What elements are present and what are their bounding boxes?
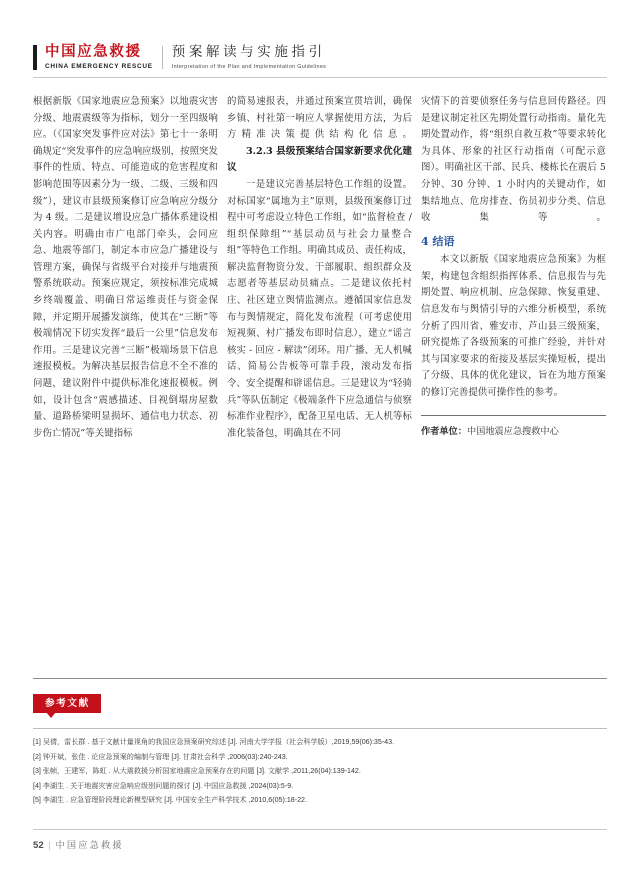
masthead-section <box>172 45 326 70</box>
footer-separator: | <box>48 840 51 850</box>
author-affiliation-label: 作者单位： <box>421 425 467 437</box>
journal-brand <box>45 44 153 70</box>
references-badge-wrap <box>33 693 101 713</box>
journal-brand-chinese: 中国应急救援 <box>45 43 142 60</box>
author-affiliation-value: 中国地震应急搜救中心 <box>466 425 559 437</box>
column-gutter-one <box>218 94 227 442</box>
reference-item: [3] 张帧，王建军，陈虹 . 从大震救援分析国家地震应急预案存在的问题 [J]. 文献学 ,2011,26(04):139-142. <box>33 767 361 776</box>
references-top-rule <box>33 678 607 679</box>
column-one-paragraph: 根据新版《国家地震应急预案》以地震灾害分级、地震震级等为指标，划分一至四级响应。（《国家突发事件应对法》第七十一条明确规定“突发事件的应急响应级别，按照突发事件的性质、特点、可能造成的危害程度和影响范围等因素分为一级、二级、三级和四级”），建议市县级预案修订应急响应分级分为 4 级。二是建议增设应急广播体系建设相关内容。明确由市广电部门牵头，会同应急、地震等部门，制定本市应急广播建设与管理方案，确保与省级平台对接并与地震预警系统联动。预案应规定，须按标准完成城乡终端覆盖、明确日常运维责任与资金保障，并定期开展播发演练，使其在“三断”等极端情况下切实发挥“最后一公里”信息发布作用。三是建议完善“三断”极端场景下信息速报模板。为解决基层报告信息不全不准的问题，建议附件中提供标准化速报模板。例如，设计包含“震感描述、目视倒塌房屋数量、道路桥梁明显损坏、通信电力状态、初步伤亡情况”等关键指标 <box>33 95 218 439</box>
subsection-heading-323: 3.2.3 县级预案结合国家新要求优化建议 <box>227 145 412 174</box>
column-two <box>227 94 412 442</box>
masthead-accent-bar <box>33 45 37 70</box>
article-columns <box>33 94 607 442</box>
references-rule <box>33 728 607 729</box>
reference-item: [5] 李湖生 . 应急管理阶段理论新模型研究 [J]. 中国安全生产科学技术 ,2010,6(05):18-22. <box>33 796 307 805</box>
masthead-section-chinese: 预案解读与实施指引 <box>171 44 326 61</box>
masthead-divider <box>162 46 163 69</box>
footer-rule <box>33 829 607 830</box>
masthead-section-english: Interpretation of the Plan and Implementation Guidelines <box>171 63 327 70</box>
page-masthead <box>33 0 607 70</box>
journal-brand-english: CHINA EMERGENCY RESCUE <box>45 62 153 70</box>
conclusion-paragraph: 本文以新版《国家地震应急预案》为框架，构建包含组织指挥体系、信息报告与先期处置、响应机制、应急保障、恢复重建、信息发布与舆情引导的六维分析模型，系统分析了四川省、雅安市、芦山县三级预案，研究提炼了各级预案的可推广经验，并针对其与国家要求的衔接及基层实操短板，提出了分级、具体的优化建议，旨在为地方预案的修订完善提供可操作性的参考。 <box>421 254 606 399</box>
references-badge: 参考文献 <box>33 694 101 713</box>
references-section <box>33 678 607 808</box>
footer-content <box>33 837 607 851</box>
reference-list <box>33 735 607 808</box>
column-three-paragraph-continued: 灾情下的首要侦察任务与信息回传路径。四是建议制定社区先期处置行动指南。量化先期处置动作，将“组织自救互救”等要求转化为具体、形象的社区行动指南（可配示意图）。明确社区干部、民兵、楼栋长在震后 5 分钟、30 分钟、1 小时内的关键动作，如集结地点、危房排查、伤员初步分类、信息收集等。 <box>421 95 606 224</box>
footer-journal-name: 中国应急救援 <box>55 840 124 851</box>
affiliation-rule <box>421 415 606 416</box>
references-badge-tail-icon <box>46 712 56 718</box>
column-three <box>421 94 606 442</box>
column-two-paragraph-continued: 的简易速报表，并通过预案宣贯培训，确保乡镇、村社第一响应人掌握使用方法，为后方精准决策提供结构化信息。 <box>227 95 412 141</box>
author-affiliation <box>421 425 606 439</box>
section-heading-conclusion: 4 结语 <box>421 234 455 248</box>
reference-item: [4] 李湖生 . 关于地震灾害应急响应级别问题的探讨 [J]. 中国应急救援 ,2024(03):5-9. <box>33 781 294 790</box>
footer-page-number: 52 <box>33 840 44 851</box>
column-gutter-two <box>412 94 421 442</box>
reference-item: [1] 吴倩，雷长群 . 基于文献计量视角的我国应急预案研究综述 [J]. 河南大学学报（社会科学版）,2019,59(06):35-43. <box>33 738 395 747</box>
masthead-rule <box>33 77 607 78</box>
reference-item: [2] 钟开斌，张佳 . 论应急预案的编制与管理 [J]. 甘肃社会科学 ,2006(03):240-243. <box>33 752 288 761</box>
column-one <box>33 94 218 442</box>
page-footer <box>33 829 607 851</box>
column-two-paragraph-body: 一是建议完善基层特色工作组的设置。对标国家“属地为主”原则，县级预案修订过程中可考虑设立特色工作组，如“监督检查 / 组织保障组”“基层动员与社会力量整合组”等特色工作组。明确其成员、责任构成，解决监督物资分发、干部履职、组织群众及志愿者等基层动员痛点。二是建议依托村庄、社区建立舆情监测点。遵循国家信息发布与舆情规定，简化发布流程（可考虑使用短视频、村广播发布即时信息），建立“谣言核实 - 回应 - 解读”闭环。用广播、无人机喊话、简易公告板等可靠手段，滚动发布指令、安全提醒和辟谣信息。三是建议为“轻骑兵”等队伍制定《极端条件下应急通信与侦察标准作业程序》，配备卫星电话、无人机等标准化装备包，明确其在不同 <box>227 178 412 439</box>
